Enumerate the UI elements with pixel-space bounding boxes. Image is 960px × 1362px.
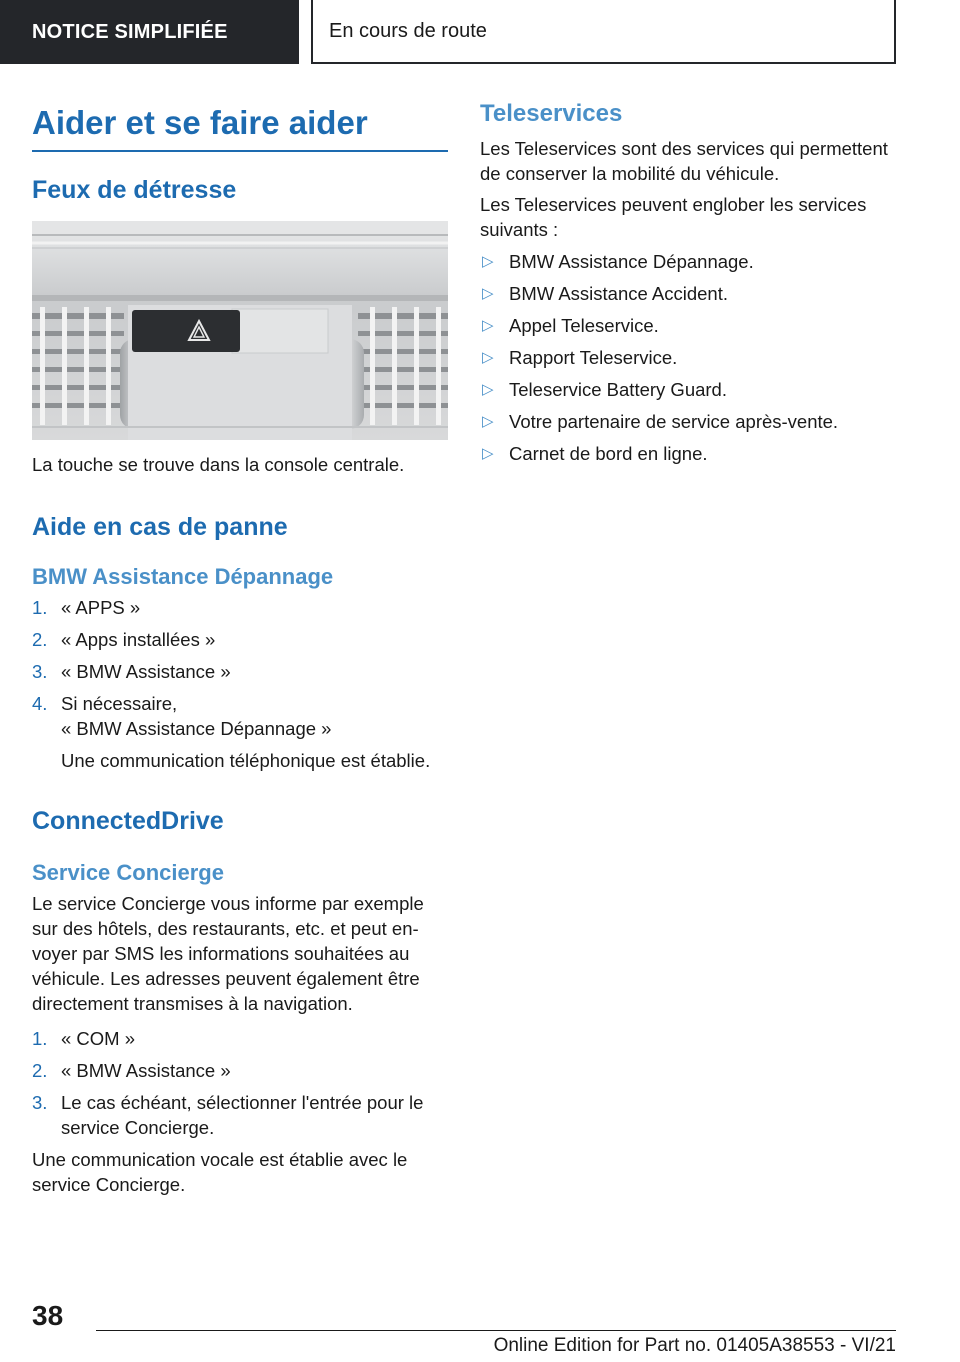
triangle-right-icon: ▷: [482, 381, 494, 398]
triangle-right-icon: ▷: [482, 317, 494, 334]
list-item-text: Votre partenaire de service après-vente.: [509, 411, 839, 432]
concierge-outro: Une communication vocale est établie avec le service Concierge.: [32, 1149, 408, 1195]
footer-edition: Online Edition for Part no. 01405A38553 - VI/21: [493, 1335, 896, 1356]
list-item: [480, 441, 896, 466]
list-item: [32, 627, 448, 652]
list-item: [32, 1058, 448, 1083]
page-title: Aider et se faire aider: [32, 96, 448, 152]
right-column: [480, 100, 896, 466]
breakdown-result: Une communication téléphonique est établie.: [61, 750, 431, 771]
step-number: 4.: [32, 693, 48, 714]
breakdown-steps: [32, 595, 448, 741]
list-item-text: Carnet de bord en ligne.: [509, 443, 708, 464]
step-number: 2.: [32, 629, 48, 650]
teleservices-list: [480, 249, 896, 466]
page-number: 38: [32, 1300, 64, 1331]
list-item: [480, 281, 896, 306]
step-number: 1.: [32, 597, 48, 618]
list-item: [32, 691, 448, 741]
breakdown-heading: Aide en cas de panne: [32, 513, 288, 541]
step-text: « BMW Assistance Dépannage »: [61, 718, 332, 739]
list-item-text: Appel Teleservice.: [509, 315, 659, 336]
step-text: « BMW Assistance »: [61, 1060, 231, 1081]
step-text: Si nécessaire,: [61, 693, 178, 714]
step-number: 3.: [32, 1092, 48, 1113]
hazard-switch-photo: [32, 221, 448, 440]
concierge-subheading: Service Concierge: [32, 860, 224, 885]
list-item: [32, 1090, 448, 1140]
step-number: 1.: [32, 1028, 48, 1049]
step-text: « BMW Assistance »: [61, 661, 231, 682]
footer-divider: [96, 1330, 896, 1331]
list-item: [480, 345, 896, 370]
connected-heading: ConnectedDrive: [32, 807, 224, 835]
header-chapter-tab: En cours de route: [311, 0, 896, 64]
step-text: « COM »: [61, 1028, 136, 1049]
step-number: 2.: [32, 1060, 48, 1081]
list-item: [480, 313, 896, 338]
step-text: « APPS »: [61, 597, 141, 618]
left-column: [32, 96, 448, 1197]
concierge-intro: Le service Concierge vous informe par exemple sur des hôtels, des restaurants, etc. et peut envoyer par SMS les informations souhaitées au véhicule. Les adresses peuvent également être directement transmises à la navigation.: [32, 893, 424, 1014]
concierge-steps: [32, 1026, 448, 1140]
list-item: [32, 659, 448, 684]
list-item-text: BMW Assistance Dépannage.: [509, 251, 754, 272]
step-text: « Apps installées »: [61, 629, 216, 650]
list-item: [480, 409, 896, 434]
teleservices-heading: Teleservices: [480, 100, 623, 127]
list-item: [480, 249, 896, 274]
triangle-right-icon: ▷: [482, 285, 494, 302]
list-item-text: BMW Assistance Accident.: [509, 283, 729, 304]
triangle-right-icon: ▷: [482, 413, 494, 430]
list-item-text: Teleservice Battery Guard.: [509, 379, 727, 400]
header-section-tab: NOTICE SIMPLIFIÉE: [0, 0, 299, 64]
hazard-heading: Feux de détresse: [32, 176, 237, 204]
teleservices-list-intro: Les Teleservices peuvent englober les services suivants :: [480, 194, 867, 240]
step-text: Le cas échéant, sélectionner l'entrée pour le service Concierge.: [61, 1092, 424, 1138]
triangle-right-icon: ▷: [482, 349, 494, 366]
list-item: [32, 595, 448, 620]
list-item-text: Rapport Teleservice.: [509, 347, 678, 368]
list-item: [480, 377, 896, 402]
triangle-right-icon: ▷: [482, 253, 494, 270]
list-item: [32, 1026, 448, 1051]
breakdown-subheading: BMW Assistance Dépannage: [32, 564, 334, 589]
triangle-right-icon: ▷: [482, 445, 494, 462]
hazard-caption: La touche se trouve dans la console centrale.: [32, 454, 405, 475]
teleservices-intro: Les Teleservices sont des services qui permettent de conserver la mobilité du véhicule.: [480, 138, 888, 184]
step-number: 3.: [32, 661, 48, 682]
